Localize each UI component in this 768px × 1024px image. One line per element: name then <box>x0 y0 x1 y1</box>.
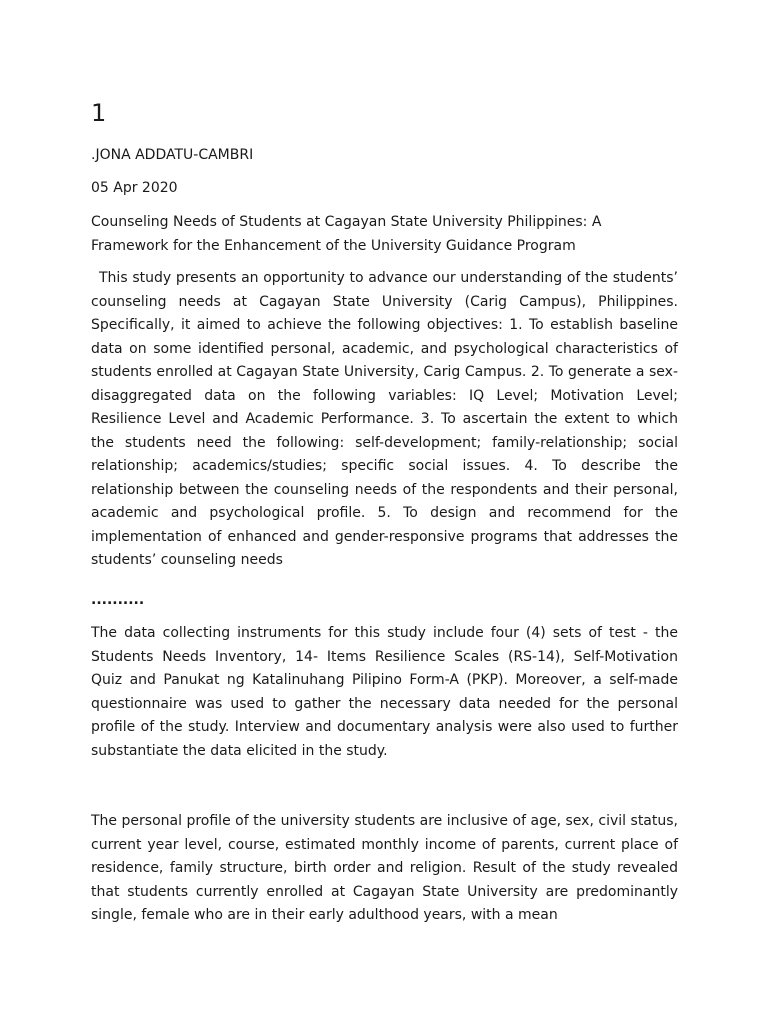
profile-paragraph: The personal profile of the university students are inclusive of age, sex, civil status, current year level, course, estimated monthly income of parents, current place of residence, family structure, birth order and religion. Result of the study revealed that students currently enrolled at Cagayan State University are predominantly single, female who are in their early adulthood years, with a mean <box>91 813 678 923</box>
publication-date: 05 Apr 2020 <box>91 180 178 196</box>
document-page <box>91 0 678 1024</box>
document-title: Counseling Needs of Students at Cagayan State University Philippines: A Framework for the Enhancement of the University Guidance Program <box>91 214 602 254</box>
ellipsis-separator: .......... <box>91 592 145 608</box>
instruments-paragraph: The data collecting instruments for this study include four (4) sets of test - the Students Needs Inventory, 14- Items Resilience Scales (RS-14), Self-Motivation Quiz and Panukat ng Katalinuhang Pilipino Form-A (PKP). Moreover, a self-made questionnaire was used to gather the necessary data needed for the personal profile of the study. Interview and documentary analysis were also used to further substantiate the data elicited in the study. <box>91 625 678 759</box>
author-name: .JONA ADDATU-CAMBRI <box>91 147 254 163</box>
abstract-paragraph: This study presents an opportunity to advance our understanding of the students’ counseling needs at Cagayan State University (Carig Campus), Philippines. Specifically, it aimed to achieve the following objectives: 1. To establish baseline data on some identified personal, academic, and psychological characteristics of students enrolled at Cagayan State University, Carig Campus. 2. To generate a sex-disaggregated data on the following variables: IQ Level; Motivation Level; Resilience Level and Academic Performance. 3. To ascertain the extent to which the students need the following: self-development; family-relationship; social relationship; academics/studies; specific social issues. 4. To describe the relationship between the counseling needs of the respondents and their personal, academic and psychological profile. 5. To design and recommend for the implementation of enhanced and gender-responsive programs that addresses the students’ counseling needs <box>91 270 678 568</box>
page-number: 1 <box>91 99 107 127</box>
